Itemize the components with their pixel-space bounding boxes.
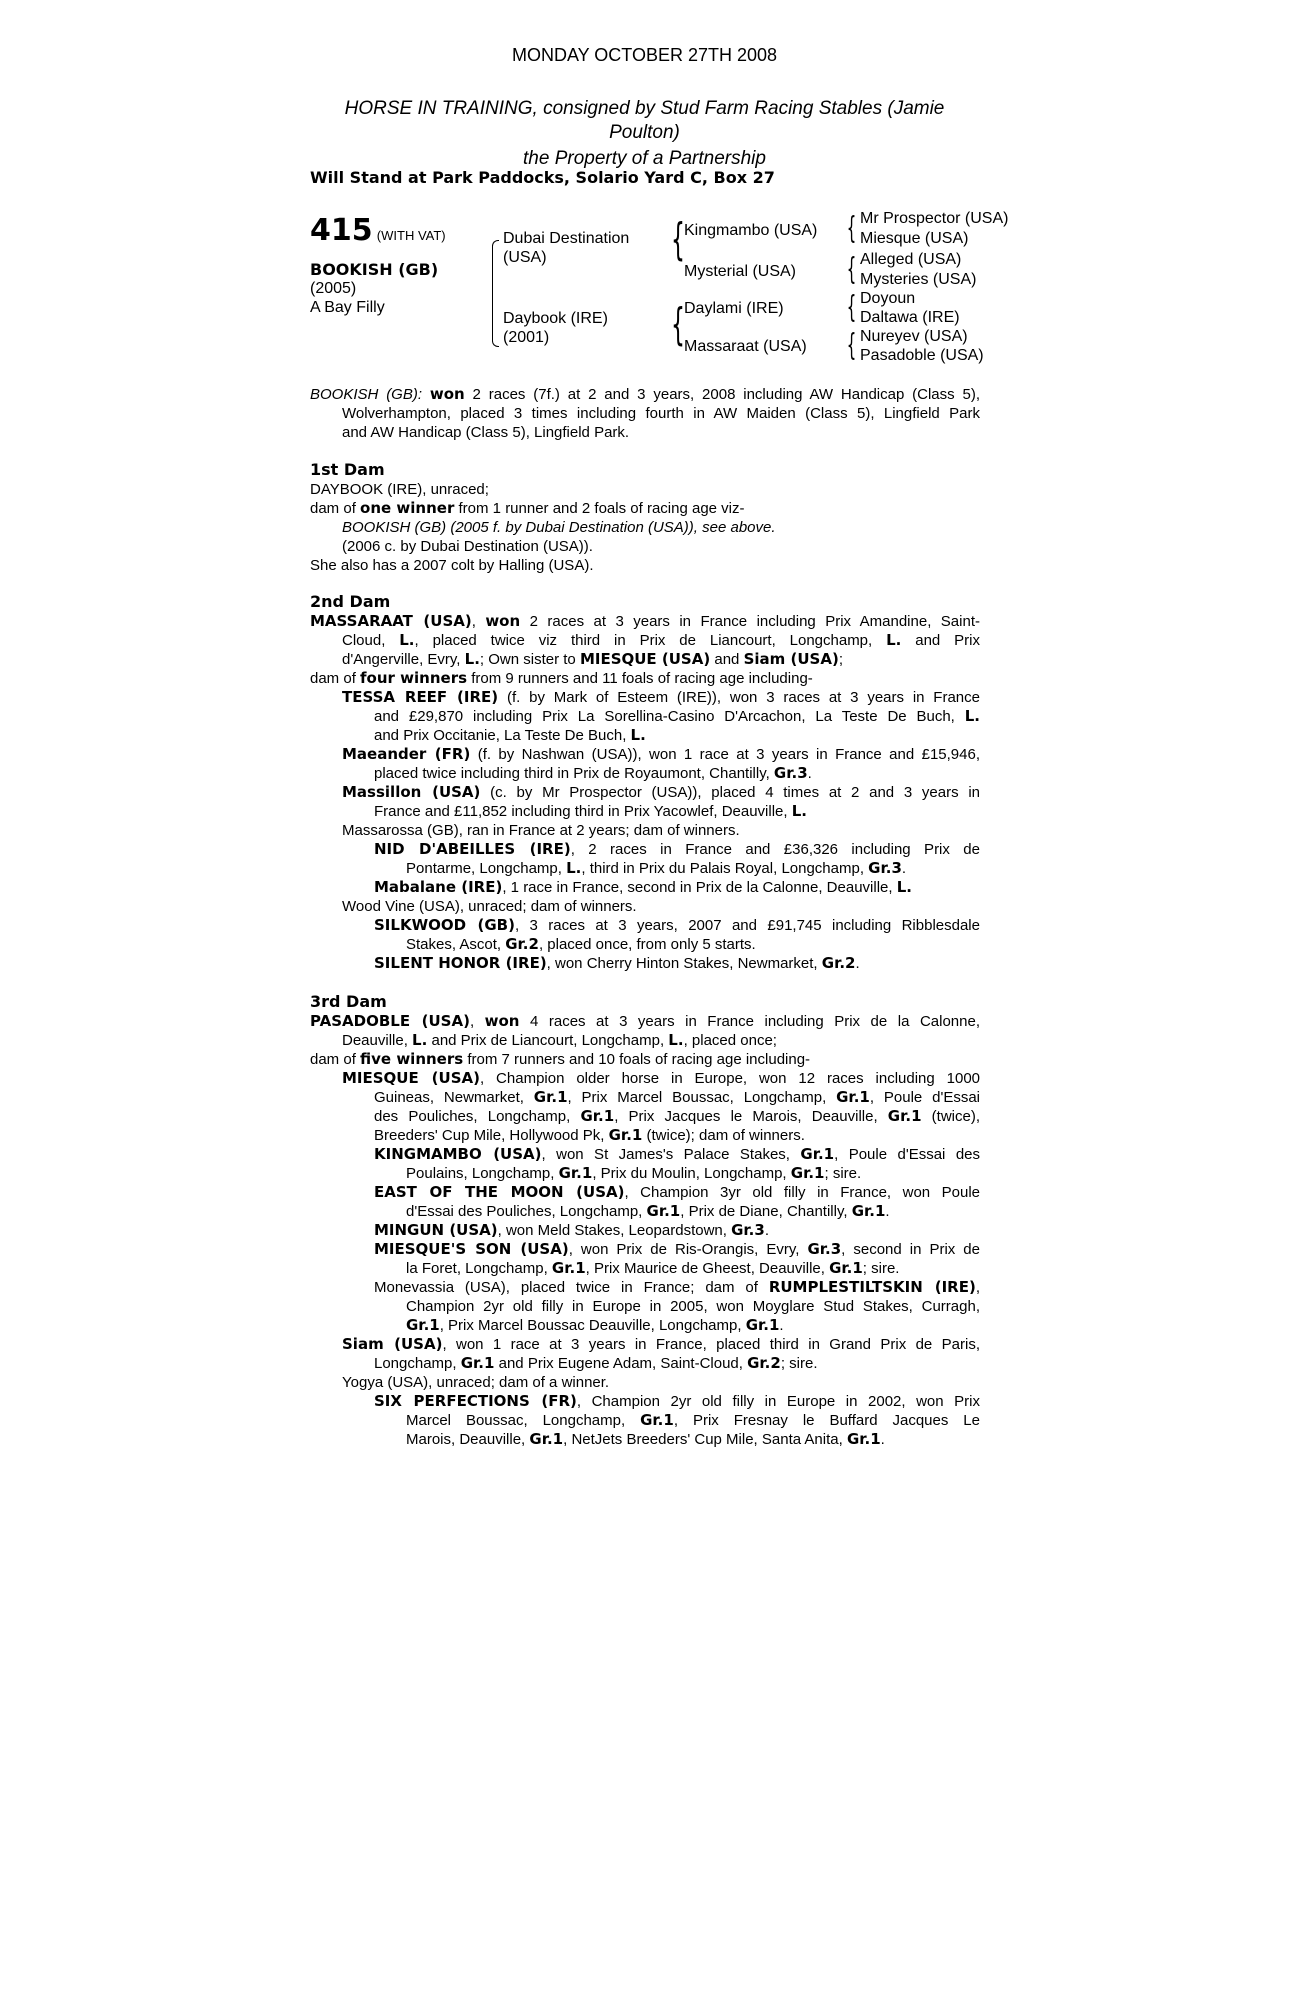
pedigree-g3-4: Mysteries (USA) [860,271,977,288]
text-line: Yogya (USA), unraced; dam of a winner. [342,1374,610,1391]
text-line: (2006 c. by Dubai Destination (USA)). [342,538,593,555]
text-run: . [880,1431,885,1448]
text-run: , 2 races in France and £36,326 including Prix de [570,841,980,858]
horse-description: A Bay Filly [310,299,385,316]
text-run: dam of [310,500,361,517]
text-line [310,499,745,518]
text-run: placed twice including third in Prix de Royaumont, Chantilly, [374,765,774,782]
text-line [406,1164,861,1183]
bold-text: Siam (USA) [743,650,839,668]
bold-text: won [485,612,521,630]
text-run: and AW Handicap (Class 5), Lingfield Park. [342,424,630,441]
text-run: , placed twice viz third in Prix de Liancourt, Longchamp, [414,632,887,649]
pedigree-dam-name: Daybook (IRE) [503,310,608,327]
text-run: 2 races at 3 years in France including Prix Amandine, Saint- [520,613,980,630]
text-run: Marcel Boussac, Longchamp, [406,1412,641,1429]
pedigree-brace-g3-4: { [846,328,857,363]
text-run: , Champion 3yr old filly in France, won Poule [624,1184,980,1201]
text-run: , Prix Marcel Boussac, Longchamp, [567,1089,837,1106]
bold-text: MIESQUE'S SON (USA) [374,1240,569,1258]
text-line [342,631,980,650]
text-run: Monevassia (USA), placed twice in France; dam of [374,1279,769,1296]
text-line: DAYBOOK (IRE), unraced; [310,481,489,498]
text-line [342,1335,980,1354]
bold-text: PASADOBLE (USA) [310,1012,470,1030]
text-run: Cloud, [342,632,400,649]
text-run: . [764,1222,769,1239]
text-line [342,783,980,802]
bold-text: Gr.3 [868,859,902,877]
text-line [310,1012,980,1031]
text-line: Champion 2yr old filly in Europe in 2005, won Moyglare Stud Stakes, Curragh, [406,1298,980,1315]
bold-text: Gr.1 [790,1164,825,1182]
text-run: , placed once; [683,1032,777,1049]
bold-text: Gr.2 [821,954,856,972]
text-run: . [901,860,907,877]
text-run: , won Meld Stakes, Leopardstown, [497,1222,732,1239]
bold-text: Maeander (FR) [342,745,471,763]
bold-text: L. [964,707,980,725]
text-line [374,878,912,897]
text-run: , 1 race in France, second in Prix de la Calonne, Deauville, [502,879,897,896]
text-line: BOOKISH (GB) (2005 f. by Dubai Destination (USA)), see above. [342,519,776,536]
text-run: BOOKISH (GB) [310,386,418,403]
text-run: d'Essai des Pouliches, Longchamp, [406,1203,647,1220]
text-run: . [807,765,812,782]
text-run: from 7 runners and 10 foals of racing age including- [463,1051,811,1068]
text-run: , won Cherry Hinton Stakes, Newmarket, [546,955,822,972]
text-line [374,1145,980,1164]
text-run: 4 races at 3 years in France including Prix de la Calonne, [519,1013,980,1030]
text-line [374,1088,980,1107]
vat-note: (WITH VAT) [376,228,446,243]
text-run: Breeders' Cup Mile, Hollywood Pk, [374,1127,609,1144]
consignment-line-2: Poulton) [609,122,680,143]
bold-text: NID D'ABEILLES (IRE) [374,840,571,858]
text-line [374,1240,980,1259]
text-run: ; sire. [824,1165,862,1182]
text-run: (f. by Mark of Esteem (IRE)), won 3 races at 3 years in France [498,689,980,706]
text-line [374,707,980,726]
bold-text: Gr.3 [807,1240,842,1258]
text-line [374,802,807,821]
text-run: , Poule d'Essai des [834,1146,981,1163]
text-line [406,1430,885,1449]
bold-text: Gr.1 [846,1430,881,1448]
text-run: , Poule d'Essai [869,1089,980,1106]
bold-text: MIESQUE (USA) [579,650,711,668]
bold-text: SILENT HONOR (IRE) [374,954,547,972]
bold-text: won [429,385,465,403]
text-run: France and £11,852 including third in Prix Yacowlef, Deauville, [374,803,792,820]
text-line [342,423,629,442]
text-run: and Prix Eugene Adam, Saint-Cloud, [494,1355,748,1372]
text-run: ; [838,651,843,668]
text-run: dam of [310,1051,361,1068]
bold-text: RUMPLESTILTSKIN (IRE) [768,1278,976,1296]
text-line [374,1107,980,1126]
bold-text: Gr.1 [460,1354,495,1372]
stand-location: Will Stand at Park Paddocks, Solario Yard C, Box 27 [310,168,775,187]
text-run: Longchamp, [374,1355,461,1372]
bold-text: L. [412,1031,428,1049]
bold-text: L. [630,726,646,744]
text-line [310,385,980,404]
bold-text: Gr.1 [533,1088,568,1106]
bold-text: L. [896,878,912,896]
bold-text: Siam (USA) [342,1335,443,1353]
pedigree-sire-name: Dubai Destination [503,230,630,247]
bold-text: Gr.1 [608,1126,643,1144]
text-run: , Prix Fresnay le Buffard Jacques Le [673,1412,980,1429]
pedigree-brace-sire: { [671,214,685,265]
bold-text: Gr.1 [551,1259,586,1277]
bold-text: Gr.1 [851,1202,886,1220]
bold-text: Mabalane (IRE) [374,878,503,896]
horse-year: (2005) [310,280,357,297]
text-run: (twice); dam of winners. [642,1127,805,1144]
text-run: Pontarme, Longchamp, [406,860,567,877]
pedigree-g3-6: Daltawa (IRE) [860,309,960,326]
text-run: , Prix de Diane, Chantilly, [680,1203,852,1220]
bold-text: TESSA REEF (IRE) [342,688,499,706]
text-line [310,1050,810,1069]
bold-text: Gr.1 [887,1107,922,1125]
text-run: Guineas, Newmarket, [374,1089,534,1106]
text-run: , NetJets Breeders' Cup Mile, Santa Anita, [563,1431,847,1448]
text-run: , Prix Jacques le Marois, Deauville, [614,1108,888,1125]
bold-text: MASSARAAT (USA) [310,612,472,630]
text-line [374,1126,805,1145]
text-run: , third in Prix du Palais Royal, Longchamp, [581,860,869,877]
text-run: Stakes, Ascot, [406,936,506,953]
bold-text: Gr.1 [558,1164,593,1182]
bold-text: Gr.1 [829,1259,863,1277]
text-line [406,1202,890,1221]
text-line [374,1278,980,1297]
text-run: , Champion older horse in Europe, won 12 races including 1000 [480,1070,981,1087]
text-line [374,840,980,859]
text-run: and Prix [901,632,980,649]
text-line [310,612,980,631]
text-run: , Prix Maurice de Gheest, Deauville, [585,1260,830,1277]
pedigree-g3-7: Nureyev (USA) [860,328,968,345]
text-run: , second in Prix de [841,1241,980,1258]
text-line [310,669,813,688]
text-run: Deauville, [342,1032,413,1049]
text-run: Poulains, Longchamp, [406,1165,559,1182]
pedigree-sire-sire: Kingmambo (USA) [684,222,818,239]
bold-text: Massillon (USA) [342,783,481,801]
text-line [374,726,646,745]
text-line: She also has a 2007 colt by Halling (USA). [310,557,594,574]
bold-text: Gr.1 [640,1411,674,1429]
text-run: (c. by Mr Prospector (USA)), placed 4 times at 2 and 3 years in [480,784,981,801]
bold-text: L. [464,650,480,668]
text-line [406,1316,784,1335]
bold-text: Gr.1 [836,1088,870,1106]
bold-text: SILKWOOD (GB) [374,916,515,934]
text-run: Wolverhampton, placed 3 times including fourth in AW Maiden (Class 5), Lingfield Park [342,405,980,422]
text-line: Massarossa (GB), ran in France at 2 years; dam of winners. [342,822,740,839]
text-line [374,764,812,783]
pedigree-g3-2: Miesque (USA) [860,230,969,247]
text-line [342,688,980,707]
text-run: . [885,1203,890,1220]
text-run: , Champion 2yr old filly in Europe in 2002, won Prix [576,1393,980,1410]
bold-text: L. [566,859,582,877]
bold-text: L. [668,1031,684,1049]
text-run: : [417,386,430,403]
bold-text: Gr.1 [745,1316,780,1334]
bold-text: L. [399,631,415,649]
pedigree-g3-8: Pasadoble (USA) [860,347,984,364]
pedigree-dam-year: (2001) [503,329,550,346]
text-run: and [710,651,744,668]
bold-text: four winners [360,669,468,687]
pedigree-sire-dam: Mysterial (USA) [684,263,797,280]
text-line [374,1392,980,1411]
text-run: dam of [310,670,361,687]
sale-date: MONDAY OCTOBER 27TH 2008 [511,45,778,65]
lot-number-row [310,213,446,248]
text-line [342,1069,980,1088]
third-dam-heading: 3rd Dam [310,992,387,1011]
text-line: Wood Vine (USA), unraced; dam of winners. [342,898,637,915]
text-line [406,1411,980,1430]
text-line [342,1031,777,1050]
text-run: , 3 races at 3 years, 2007 and £91,745 including Ribblesdale [514,917,980,934]
text-run: . [855,955,860,972]
pedigree-bracket-sire [492,240,499,291]
text-run: , Prix Marcel Boussac Deauville, Longchamp, [439,1317,746,1334]
pedigree-dam-dam: Massaraat (USA) [684,338,807,355]
bold-text: Gr.3 [731,1221,765,1239]
text-run: la Foret, Longchamp, [406,1260,552,1277]
text-run: , [975,1279,980,1296]
pedigree-brace-g3-1: { [846,211,857,246]
pedigree-brace-g3-3: { [846,290,857,325]
text-run: and £29,870 including Prix La Sorellina-Casino D'Arcachon, La Teste De Buch, [374,708,965,725]
text-line [374,954,860,973]
bold-text: MINGUN (USA) [374,1221,498,1239]
text-run: 2 races (7f.) at 2 and 3 years, 2008 including AW Handicap (Class 5), [464,386,980,403]
text-line [342,745,980,764]
text-run: and Prix Occitanie, La Teste De Buch, [374,727,631,744]
text-run: , Prix du Moulin, Longchamp, [592,1165,791,1182]
horse-name: BOOKISH (GB) [310,260,439,279]
text-run: from 1 runner and 2 foals of racing age viz- [454,500,745,517]
bold-text: SIX PERFECTIONS (FR) [374,1392,577,1410]
text-run: d'Angerville, Evry, [342,651,465,668]
bold-text: Gr.1 [529,1430,564,1448]
text-run: and Prix de Liancourt, Longchamp, [427,1032,669,1049]
bold-text: one winner [360,499,455,517]
text-run: , [469,1013,485,1030]
bold-text: MIESQUE (USA) [342,1069,480,1087]
text-run: ; sire. [862,1260,900,1277]
text-run: from 9 runners and 11 foals of racing age including- [467,670,813,687]
pedigree-g3-5: Doyoun [860,290,916,307]
bold-text: KINGMAMBO (USA) [374,1145,542,1163]
text-line [342,650,843,669]
text-run: ; Own sister to [479,651,580,668]
property-line: the Property of a Partnership [523,148,766,169]
first-dam-heading: 1st Dam [310,460,385,479]
text-line [342,404,980,423]
consignment-line-1: HORSE IN TRAINING, consigned by Stud Farm Racing Stables (Jamie [344,98,945,119]
bold-text: L. [886,631,902,649]
text-line [374,1221,769,1240]
text-run: (f. by Nashwan (USA)), won 1 race at 3 years in France and £15,946, [470,746,980,763]
text-run: , placed once, from only 5 starts. [538,936,756,953]
text-line [374,1183,980,1202]
bold-text: won [484,1012,520,1030]
lot-number: 415 [310,213,373,248]
bold-text: Gr.2 [747,1354,781,1372]
text-run: , [471,613,486,630]
bold-text: L. [791,802,808,820]
bold-text: Gr.1 [646,1202,681,1220]
pedigree-g3-1: Mr Prospector (USA) [860,210,1009,227]
bold-text: Gr.1 [580,1107,615,1125]
bold-text: EAST OF THE MOON (USA) [374,1183,625,1201]
pedigree-sire-country: (USA) [503,249,547,266]
bold-text: Gr.3 [773,764,808,782]
text-run: , won St James's Palace Stakes, [541,1146,801,1163]
text-run: , won Prix de Ris-Orangis, Evry, [568,1241,808,1258]
pedigree-brace-g3-2: { [846,252,857,287]
pedigree-bracket-dam [492,290,499,347]
text-line [406,1259,899,1278]
text-line [406,859,906,878]
pedigree-brace-dam: { [671,299,685,350]
text-run: ; sire. [780,1355,818,1372]
text-run: (twice), [921,1108,981,1125]
text-line [374,1354,818,1373]
bold-text: Gr.1 [406,1316,440,1334]
text-line [406,935,756,954]
text-run: Marois, Deauville, [406,1431,530,1448]
pedigree-dam-sire: Daylami (IRE) [684,300,784,317]
second-dam-heading: 2nd Dam [310,592,391,611]
bold-text: Gr.1 [800,1145,835,1163]
text-line [374,916,980,935]
text-run: . [779,1317,784,1334]
text-run: , won 1 race at 3 years in France, placed third in Grand Prix de Paris, [442,1336,980,1353]
bold-text: Gr.2 [505,935,539,953]
text-run: des Pouliches, Longchamp, [374,1108,581,1125]
bold-text: five winners [360,1050,464,1068]
pedigree-g3-3: Alleged (USA) [860,251,962,268]
